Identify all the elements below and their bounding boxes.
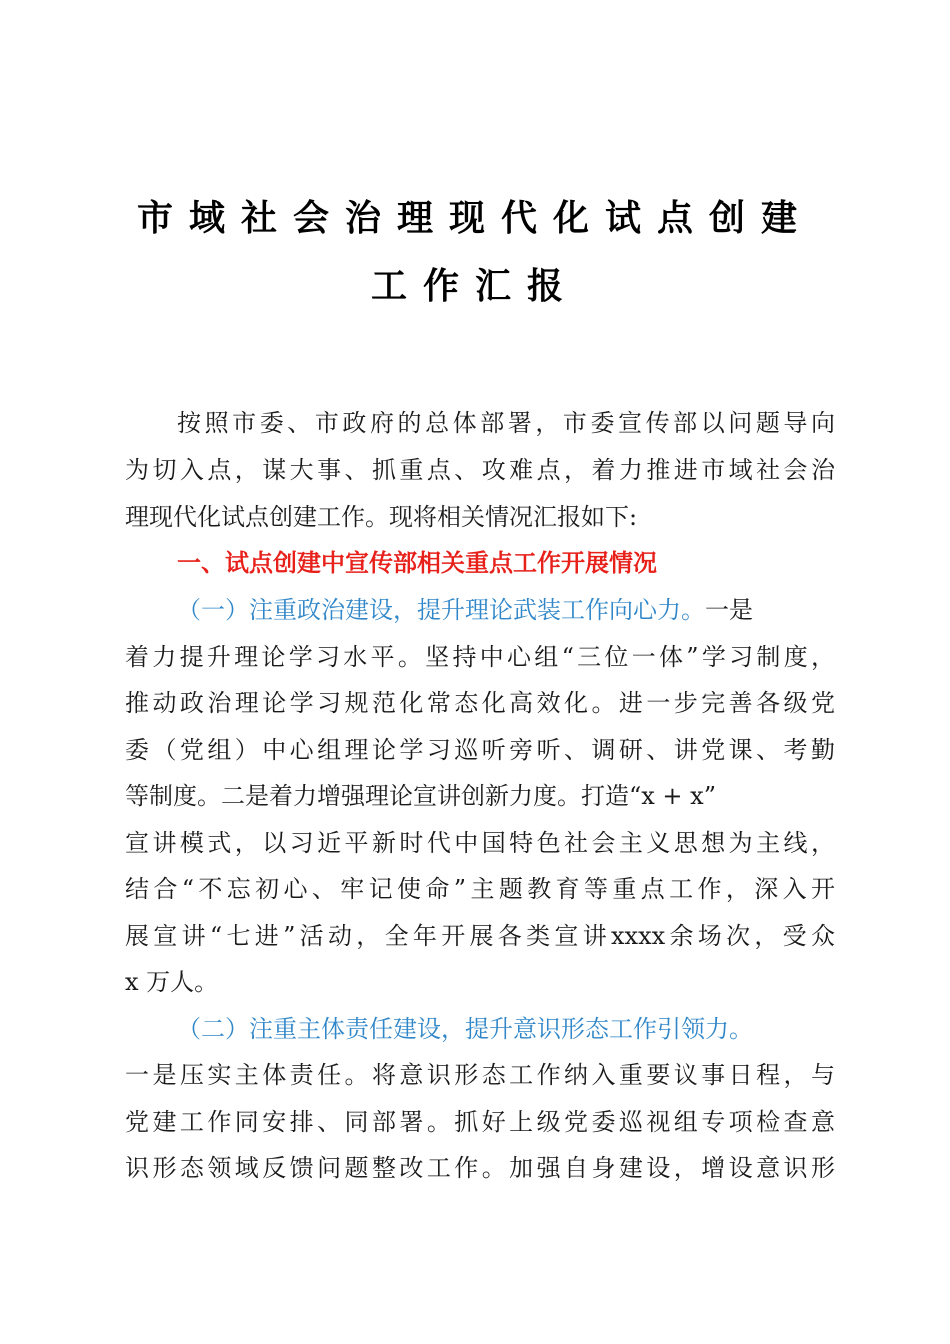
- document-title-line-1: 市域社会治理现代化试点创建: [136, 198, 813, 239]
- subsection-2-line-2: 党建工作同安排、同部署。抓好上级党委巡视组专项检查意: [125, 1108, 835, 1136]
- subsection-1-line-5: 宣讲模式，以习近平新时代中国特色社会主义思想为主线，: [125, 829, 835, 857]
- subsection-2-heading: （二）注重主体责任建设，提升意识形态工作引领力。: [177, 1015, 753, 1043]
- subsection-2-line-3: 识形态领域反馈问题整改工作。加强自身建设，增设意识形: [125, 1154, 835, 1182]
- subsection-1-line-4: 等制度。二是着力增强理论宣讲创新力度。打造“x + x”: [125, 782, 716, 810]
- subsection-2-line-1: 一是压实主体责任。将意识形态工作纳入重要议事日程，与: [125, 1061, 835, 1089]
- subsection-1-line-2: 推动政治理论学习规范化常态化高效化。进一步完善各级党: [125, 689, 835, 717]
- subsection-1-line-3: 委（党组）中心组理论学习巡听旁听、调研、讲党课、考勤: [125, 736, 835, 764]
- subsection-1-line-6: 结合“不忘初心、牢记使命”主题教育等重点工作，深入开: [125, 875, 835, 903]
- document-title-line-2: 工作汇报: [370, 266, 579, 307]
- section-1-heading: 一、试点创建中宣传部相关重点工作开展情况: [177, 549, 657, 577]
- subsection-1-line-1: 着力提升理论学习水平。坚持中心组“三位一体”学习制度，: [125, 643, 835, 671]
- subsection-1-heading: （一）注重政治建设，提升理论武装工作向心力。: [177, 596, 705, 624]
- intro-line-2: 为切入点，谋大事、抓重点、攻难点，着力推进市域社会治: [125, 456, 835, 484]
- intro-line-1: 按照市委、市政府的总体部署，市委宣传部以问题导向: [177, 409, 835, 437]
- subsection-1-line-8: x 万人。: [125, 968, 219, 996]
- subsection-1-line-7: 展宣讲“七进”活动，全年开展各类宣讲xxxx余场次，受众: [125, 922, 835, 950]
- subsection-1-first-line: [177, 595, 835, 625]
- subsection-1-first-line-tail: 一是: [705, 596, 753, 624]
- intro-line-3: 理现代化试点创建工作。现将相关情况汇报如下:: [125, 503, 638, 531]
